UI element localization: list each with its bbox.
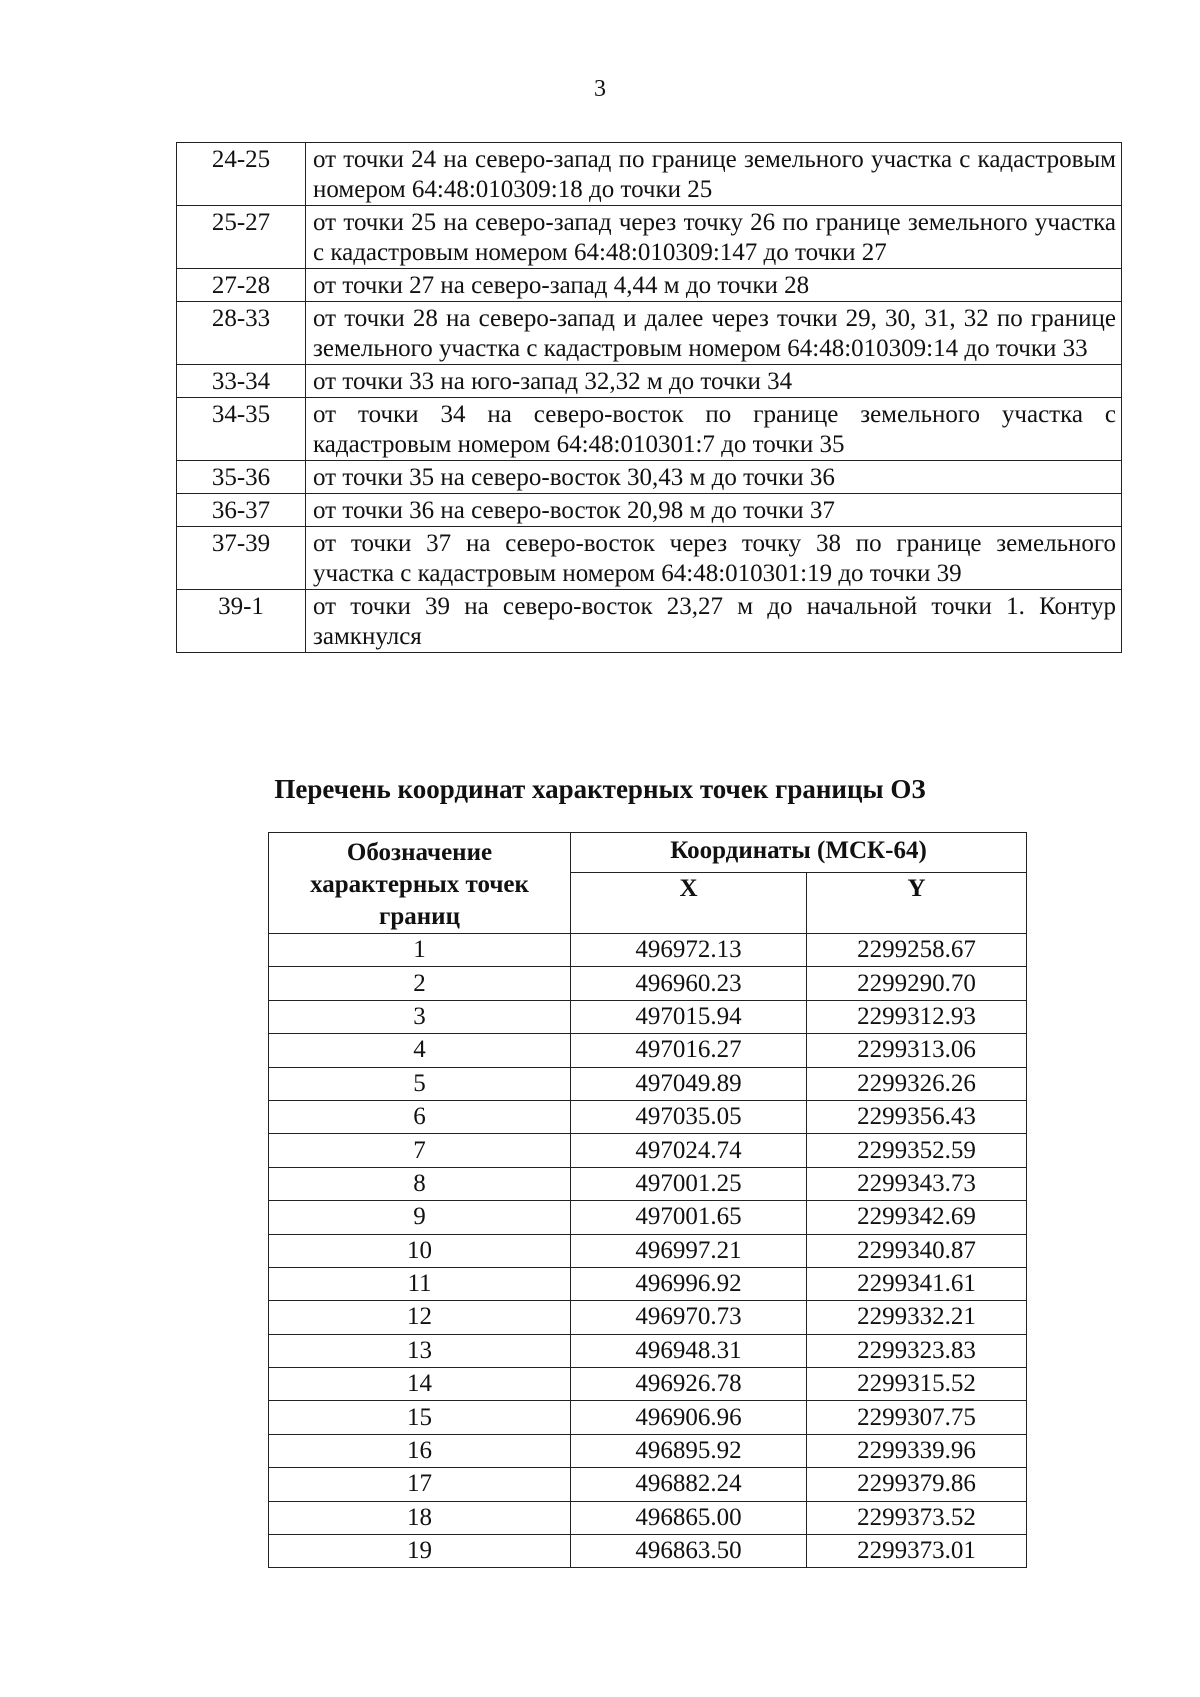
coordinate-y: 2299258.67 [807, 934, 1027, 967]
page-number: 3 [594, 76, 606, 102]
table-row [269, 1267, 1027, 1300]
segment-description: от точки 24 на северо-запад по границе земельного участка с кадастровым номером 64:48:010309:18 до точки 25 [306, 143, 1122, 206]
coordinate-y: 2299313.06 [807, 1034, 1027, 1067]
coordinate-y: 2299373.52 [807, 1501, 1027, 1534]
point-number: 11 [269, 1267, 571, 1300]
coordinate-x: 496906.96 [571, 1401, 807, 1434]
point-number: 1 [269, 934, 571, 967]
header-coordinates: Координаты (МСК-64) [571, 833, 1027, 873]
segment-description: от точки 36 на северо-восток 20,98 м до точки 37 [306, 494, 1122, 527]
table-row [269, 1234, 1027, 1267]
coordinates-table [268, 832, 1027, 1568]
segment-description: от точки 33 на юго-запад 32,32 м до точки 34 [306, 365, 1122, 398]
segment-row [177, 461, 1122, 494]
coordinate-y: 2299307.75 [807, 1401, 1027, 1434]
point-number: 4 [269, 1034, 571, 1067]
point-number: 18 [269, 1501, 571, 1534]
coordinate-x: 496865.00 [571, 1501, 807, 1534]
table-row [269, 1434, 1027, 1467]
coordinate-x: 496895.92 [571, 1434, 807, 1467]
coordinate-x: 496926.78 [571, 1368, 807, 1401]
coordinate-x: 496970.73 [571, 1301, 807, 1334]
coordinate-x: 496997.21 [571, 1234, 807, 1267]
coordinate-x: 496996.92 [571, 1267, 807, 1300]
coordinate-y: 2299373.01 [807, 1535, 1027, 1568]
coordinate-y: 2299342.69 [807, 1201, 1027, 1234]
coordinate-y: 2299379.86 [807, 1468, 1027, 1501]
segment-description: от точки 28 на северо-запад и далее через точки 29, 30, 31, 32 по границе земельного участка с кадастровым номером 64:48:010309:14 до точки 33 [306, 302, 1122, 365]
table-row [269, 1468, 1027, 1501]
segment-description: от точки 27 на северо-запад 4,44 м до точки 28 [306, 269, 1122, 302]
coordinate-x: 497035.05 [571, 1100, 807, 1133]
point-number: 19 [269, 1535, 571, 1568]
coordinate-y: 2299343.73 [807, 1167, 1027, 1200]
segment-description: от точки 25 на северо-запад через точку 26 по границе земельного участка с кадастровым номером 64:48:010309:147 до точки 27 [306, 206, 1122, 269]
segment-row [177, 365, 1122, 398]
coordinates-rows [269, 934, 1027, 1568]
segment-description: от точки 39 на северо-восток 23,27 м до начальной точки 1. Контур замкнулся [306, 590, 1122, 653]
coordinate-y: 2299339.96 [807, 1434, 1027, 1467]
point-number: 2 [269, 967, 571, 1000]
segment-row [177, 143, 1122, 206]
coordinate-y: 2299290.70 [807, 967, 1027, 1000]
coordinate-x: 497049.89 [571, 1067, 807, 1100]
segment-row [177, 398, 1122, 461]
table-row [269, 1334, 1027, 1367]
segment-id: 37-39 [177, 527, 306, 590]
point-number: 10 [269, 1234, 571, 1267]
coordinates-table-header [269, 833, 1027, 934]
table-row [269, 934, 1027, 967]
coordinate-y: 2299356.43 [807, 1100, 1027, 1133]
table-row [269, 1000, 1027, 1033]
segment-description-table [176, 142, 1122, 653]
point-number: 13 [269, 1334, 571, 1367]
segment-row [177, 206, 1122, 269]
segment-rows [177, 143, 1122, 653]
point-number: 17 [269, 1468, 571, 1501]
segment-description: от точки 35 на северо-восток 30,43 м до точки 36 [306, 461, 1122, 494]
table-row [269, 1067, 1027, 1100]
table-row [269, 1401, 1027, 1434]
segment-row [177, 527, 1122, 590]
coordinate-x: 497001.65 [571, 1201, 807, 1234]
coordinate-y: 2299315.52 [807, 1368, 1027, 1401]
coordinate-x: 496960.23 [571, 967, 807, 1000]
point-number: 7 [269, 1134, 571, 1167]
coordinate-y: 2299340.87 [807, 1234, 1027, 1267]
table-row [269, 1535, 1027, 1568]
table-row [269, 1501, 1027, 1534]
coordinate-x: 497016.27 [571, 1034, 807, 1067]
table-row [269, 1301, 1027, 1334]
header-x: X [571, 873, 807, 934]
segment-id: 34-35 [177, 398, 306, 461]
point-number: 16 [269, 1434, 571, 1467]
segment-id: 36-37 [177, 494, 306, 527]
point-number: 8 [269, 1167, 571, 1200]
coordinate-y: 2299341.61 [807, 1267, 1027, 1300]
coordinate-y: 2299352.59 [807, 1134, 1027, 1167]
table-row [269, 1134, 1027, 1167]
coordinates-section-title: Перечень координат характерных точек границы ОЗ [274, 774, 926, 804]
segment-row [177, 590, 1122, 653]
coordinate-x: 497015.94 [571, 1000, 807, 1033]
segment-description: от точки 34 на северо-восток по границе земельного участка с кадастровым номером 64:48:010301:7 до точки 35 [306, 398, 1122, 461]
coordinate-y: 2299312.93 [807, 1000, 1027, 1033]
segment-id: 28-33 [177, 302, 306, 365]
coordinate-x: 497001.25 [571, 1167, 807, 1200]
point-number: 14 [269, 1368, 571, 1401]
segment-row [177, 269, 1122, 302]
coordinate-x: 497024.74 [571, 1134, 807, 1167]
coordinate-y: 2299323.83 [807, 1334, 1027, 1367]
segment-id: 27-28 [177, 269, 306, 302]
header-y: Y [807, 873, 1027, 934]
segment-id: 25-27 [177, 206, 306, 269]
segment-row [177, 494, 1122, 527]
point-number: 12 [269, 1301, 571, 1334]
segment-row [177, 302, 1122, 365]
table-row [269, 1034, 1027, 1067]
coordinate-x: 496882.24 [571, 1468, 807, 1501]
table-row [269, 1201, 1027, 1234]
coordinate-x: 496948.31 [571, 1334, 807, 1367]
table-row [269, 967, 1027, 1000]
coordinate-y: 2299326.26 [807, 1067, 1027, 1100]
point-number: 15 [269, 1401, 571, 1434]
segment-id: 39-1 [177, 590, 306, 653]
table-row [269, 1100, 1027, 1133]
coordinate-x: 496972.13 [571, 934, 807, 967]
segment-id: 35-36 [177, 461, 306, 494]
point-number: 6 [269, 1100, 571, 1133]
coordinate-y: 2299332.21 [807, 1301, 1027, 1334]
header-point-designation: Обозначение характерных точек границ [269, 833, 571, 934]
coordinate-x: 496863.50 [571, 1535, 807, 1568]
segment-id: 24-25 [177, 143, 306, 206]
point-number: 9 [269, 1201, 571, 1234]
table-row [269, 1368, 1027, 1401]
segment-id: 33-34 [177, 365, 306, 398]
table-row [269, 1167, 1027, 1200]
segment-description: от точки 37 на северо-восток через точку 38 по границе земельного участка с кадастровым номером 64:48:010301:19 до точки 39 [306, 527, 1122, 590]
point-number: 5 [269, 1067, 571, 1100]
point-number: 3 [269, 1000, 571, 1033]
